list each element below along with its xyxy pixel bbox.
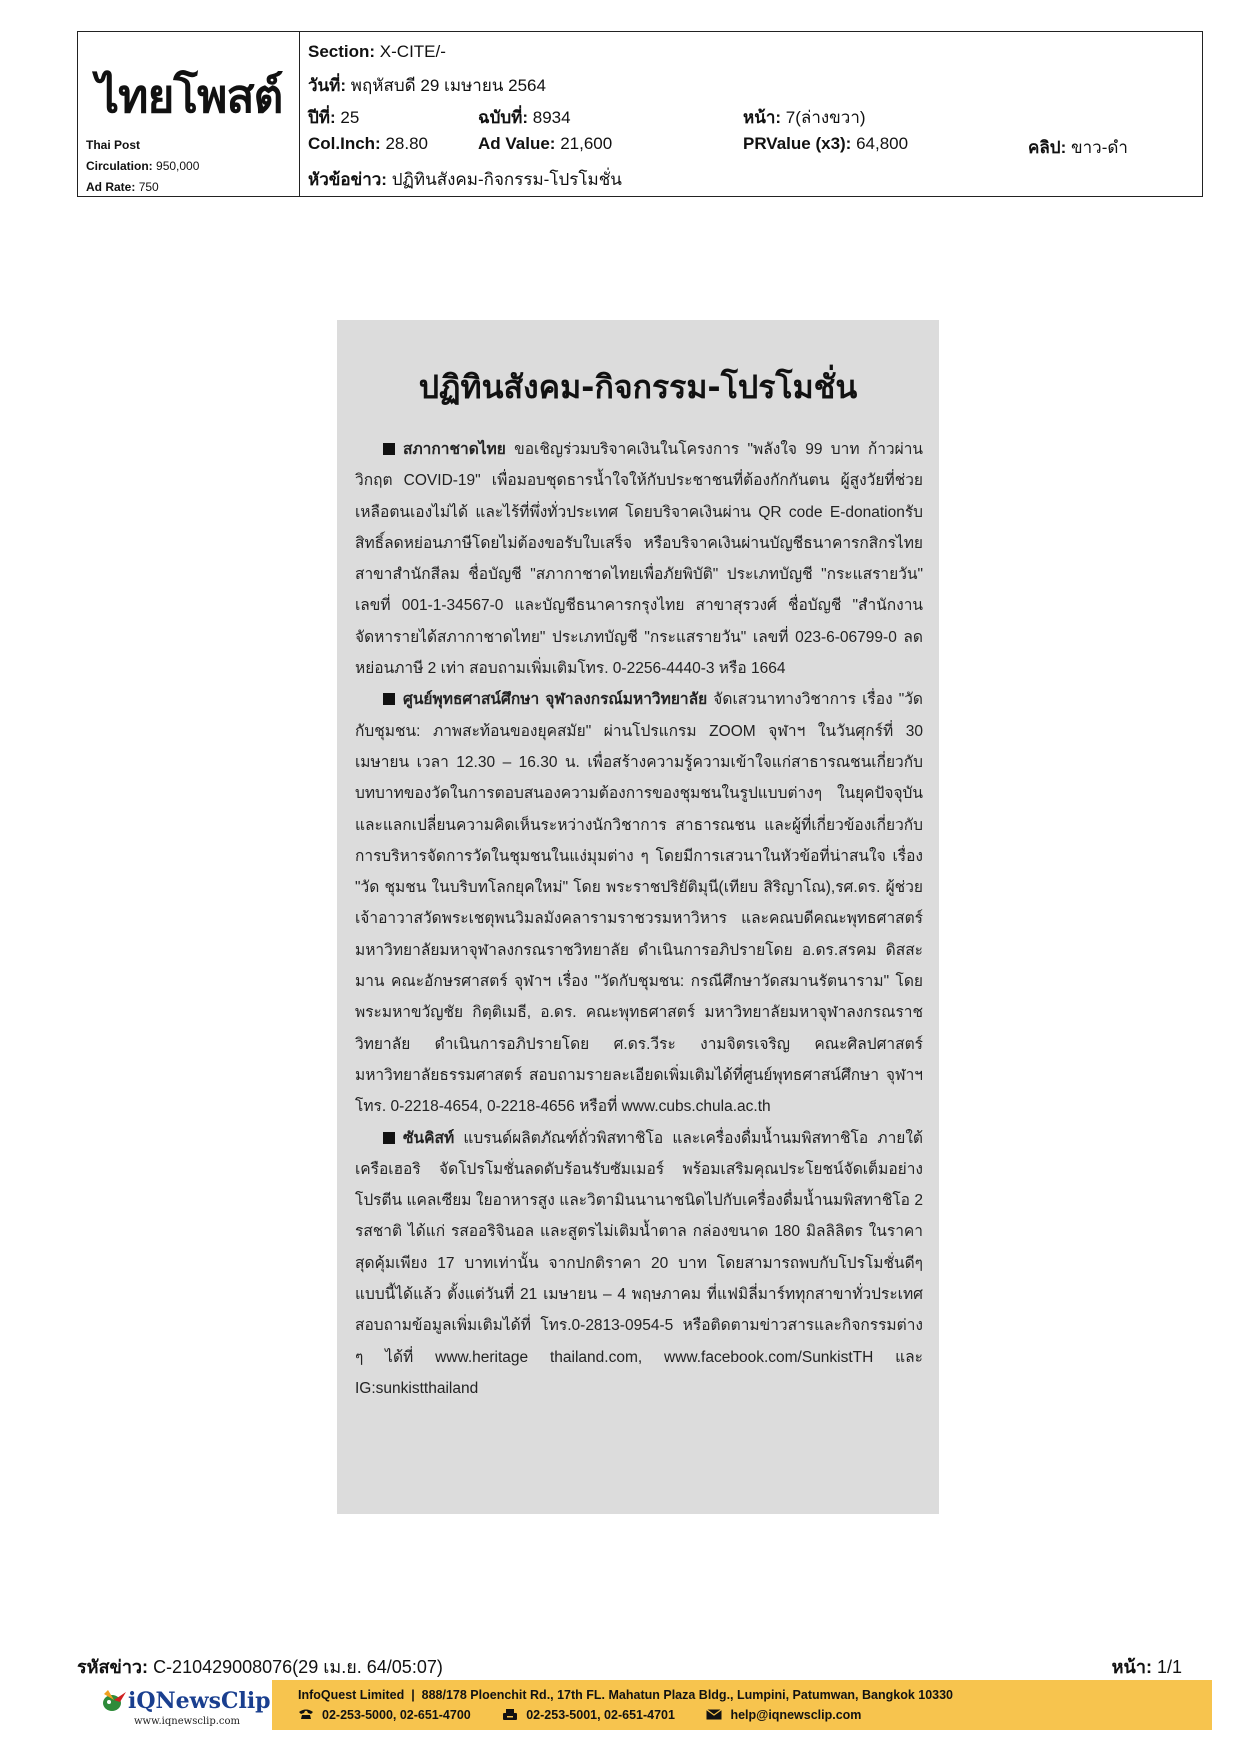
- phone-icon: [298, 1709, 314, 1720]
- clip-field: คลิป: ขาว-ดำ: [1028, 138, 1128, 157]
- contact-numbers: 02-253-5000, 02-651-4700 02-253-5001, 02-651-4701 help@iqnewsclip.com: [298, 1708, 861, 1722]
- bullet-square-icon: [383, 693, 395, 705]
- page-number: หน้า: 1/1: [1111, 1657, 1182, 1677]
- advalue-field: Ad Value: 21,600: [478, 134, 613, 153]
- article-paragraph: ศูนย์พุทธศาสน์ศึกษา จุฬาลงกรณ์มหาวิทยาลัย จัดเสวนาทางวิชาการ เรื่อง "วัดกับชุมชน: ภาพสะท้อนของยุคสมัย" ผ่านโปรแกรม ZOOM จุฬาฯ ในวันศุกร์ที่ 30 เมษายน เวลา 12.30 – 16.30 น. เพื่อสร้างความรู้ความเข้าใจแก่สาธารณชนเกี่ยวกับบทบาทของวัดในการตอบสนองความต้องการของชุมชนในรูปแบบต่างๆ ในยุคปัจจุบัน และแลกเปลี่ยนความคิดเห็นระหว่างนักวิชาการ สาธารณชน และผู้ที่เกี่ยวข้องเกี่ยวกับการบริหารจัดการวัดในชุมชนในแง่มุมต่าง ๆ โดยมีการเสวนาในหัวข้อที่น่าสนใจ เรื่อง "วัด ชุมชน ในบริบทโลกยุคใหม่" โดย พระราชปริยัติมุนี(เทียบ สิริญาโณ),รศ.ดร. ผู้ช่วยเจ้าอาวาสวัดพระเชตุพนวิมลมังคลารามราชวรมหาวิหาร และคณบดีคณะพุทธศาสตร์ มหาวิทยาลัยมหาจุฬาลงกรณราชวิทยาลัย ดำเนินการอภิปรายโดย อ.ดร.สรคม ดิสสะมาน คณะอักษรศาสตร์ จุฬาฯ เรื่อง "วัดกับชุมชน: กรณีศึกษาวัดสมานรัตนาราม" โดย พระมหาขวัญชัย กิตฺติเมธี, อ.ดร. คณะพุทธศาสตร์ มหาวิทยาลัยมหาจุฬาลงกรณราชวิทยาลัย ดำเนินการอภิปรายโดย ศ.ดร.วีระ งามจิตรเจริญ คณะศิลปศาสตร์ มหาวิทยาลัยธรรมศาสตร์ สอบถามรายละเอียดเพิ่มเติมได้ที่ศูนย์พุทธศาสน์ศึกษา จุฬาฯ โทร. 0-2218-4654, 0-2218-4656 หรือที่ www.cubs.chula.ac.th: [355, 691, 923, 1116]
- colinch-field: Col.Inch: 28.80: [308, 134, 428, 153]
- ad-rate: Ad Rate: 750: [86, 180, 159, 194]
- news-code: รหัสข่าว: C-210429008076(29 เม.ย. 64/05:07): [77, 1657, 443, 1677]
- newspaper-logo: ไทยโพสต์: [96, 69, 283, 123]
- headline-field: หัวข้อข่าว: ปฏิทินสังคม-กิจกรรม-โปรโมชั่น: [308, 170, 622, 189]
- clipping-header: [77, 31, 1203, 197]
- article-paragraph: ซันคิสท์ แบรนด์ผลิตภัณฑ์ถั่วพิสทาชิโอ และเครื่องดื่มน้ำนมพิสทาชิโอ ภายใต้เครือเฮอริ จัดโปรโมชั่นลดดับร้อนรับซัมเมอร์ พร้อมเสริมคุณประโยชน์จัดเต็มอย่างโปรตีน แคลเซียม ใยอาหารสูง และวิตามินนานาชนิดไปกับเครื่องดื่มน้ำนมพิสทาชิโอ 2 รสชาติ ได้แก่ รสออริจินอล และสูตรไม่เติมน้ำตาล กล่องขนาด 180 มิลลิลิตร ในราคาสุดคุ้มเพียง 17 บาทเท่านั้น จากปกติราคา 20 บาท โดยสามารถพบกับโปรโมชั่นดีๆ แบบนี้ได้แล้ว ตั้งแต่วันที่ 21 เมษายน – 4 พฤษภาคม ที่แฟมิลี่มาร์ททุกสาขาทั่วประเทศ สอบถามข้อมูลเพิ่มเติมได้ที่ โทร.0-2813-0954-5 หรือติดตามข่าวสารและกิจกรรมต่าง ๆ ได้ที่ www.heritage thailand.com, www.facebook.com/SunkistTH และ IG:sunkistthailand: [355, 1129, 923, 1397]
- clipping-meta: [308, 32, 1202, 196]
- year-field: ปีที่: 25: [308, 108, 360, 127]
- date-field: วันที่: พฤหัสบดี 29 เมษายน 2564: [308, 76, 546, 95]
- brand-url: www.iqnewsclip.com: [134, 1716, 241, 1727]
- bullet-square-icon: [383, 443, 395, 455]
- bullet-square-icon: [383, 1132, 395, 1144]
- iqnewsclip-brand: [98, 1682, 273, 1732]
- circulation: Circulation: 950,000: [86, 159, 200, 173]
- article-clipping: [337, 320, 939, 1514]
- brand-name: iQNewsClip: [128, 1688, 271, 1714]
- bug-logo-icon: [100, 1688, 128, 1714]
- masthead: [78, 32, 300, 196]
- article-paragraph: สภากาชาดไทย ขอเชิญร่วมบริจาคเงินในโครงการ "พลังใจ 99 บาท ก้าวผ่านวิกฤต COVID-19" เพื่อมอบชุดธารน้ำใจให้กับประชาชนที่ต้องกักกันตน ผู้สูงวัยที่ช่วยเหลือตนเองไม่ได้ และไร้ที่พึ่งทั่วประเทศ โดยบริจาคเงินผ่าน QR code E-donationรับสิทธิ์ลดหย่อนภาษีโดยไม่ต้องขอรับใบเสร็จ หรือบริจาคเงินผ่านบัญชีธนาคารกสิกรไทย สาขาสำนักสีลม ชื่อบัญชี "สภากาชาดไทยเพื่อภัยพิบัติ" ประเภทบัญชี "กระแสรายวัน" เลขที่ 001-1-34567-0 และบัญชีธนาคารกรุงไทย สาขาสุรวงศ์ ชื่อบัญชี "สำนักงานจัดหารายได้สภากาชาดไทย" ประเภทบัญชี "กระแสรายวัน" เลขที่ 023-6-06799-0 ลดหย่อนภาษี 2 เท่า สอบถามเพิ่มเติมโทร. 0-2256-4440-3 หรือ 1664: [355, 441, 923, 678]
- mail-icon: [706, 1709, 722, 1720]
- issue-field: ฉบับที่: 8934: [478, 108, 571, 127]
- article-headline: ปฏิทินสังคม-กิจกรรม-โปรโมชั่น: [418, 368, 858, 406]
- article-body: [355, 434, 923, 1404]
- prvalue-field: PRValue (x3): 64,800: [743, 134, 909, 153]
- section-field: Section: X-CITE/-: [308, 42, 446, 61]
- company-address: InfoQuest Limited | 888/178 Ploenchit Rd., 17th FL. Mahatun Plaza Bldg., Lumpini, Patumwan, Bangkok 10330: [298, 1688, 954, 1702]
- fax-icon: [502, 1709, 518, 1720]
- publication-name: Thai Post: [86, 138, 141, 152]
- contact-bar: [272, 1680, 1212, 1730]
- page-field: หน้า: 7(ล่างขวา): [743, 108, 866, 127]
